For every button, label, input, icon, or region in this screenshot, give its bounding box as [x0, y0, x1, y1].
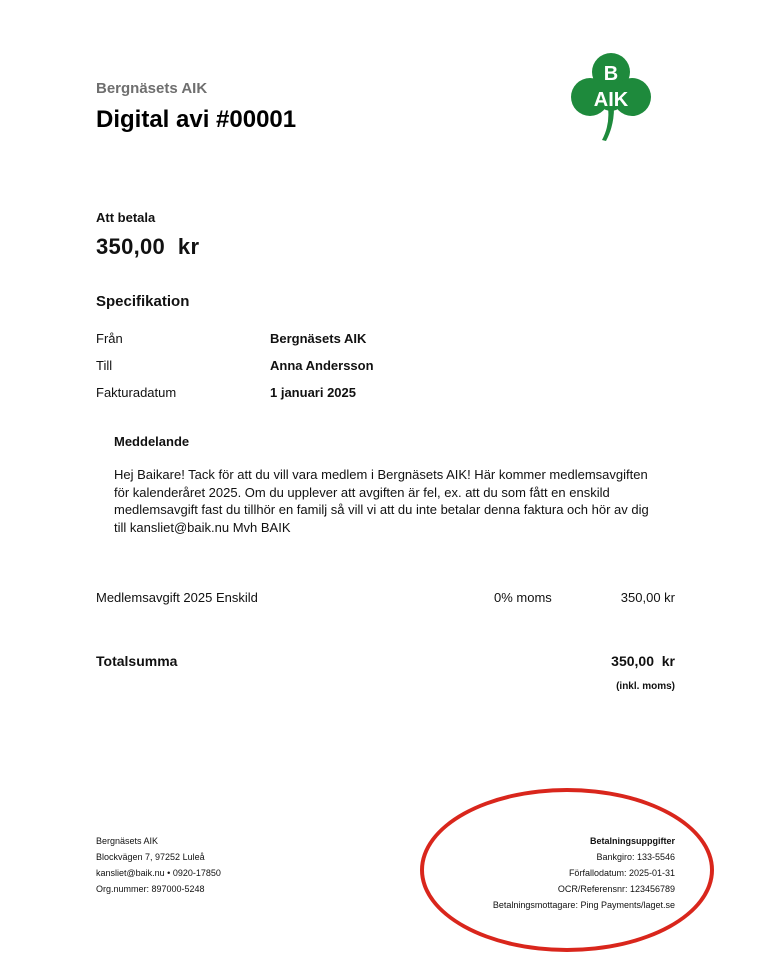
logo-text: AIK — [593, 89, 629, 111]
line-item-description: Medlemsavgift 2025 Enskild — [96, 590, 258, 605]
payment-details — [493, 833, 675, 913]
message-text: Hej Baikare! Tack för att du vill vara medlem i Bergnäsets AIK! Här kommer medlemsavgiften för kalenderåret 2025. Om du upplever att avgiften är fel, ex. att du som fått en enskild medlemsavgift fast du tillhör en familj så vill vi att du inte betalar denna faktura och hör av dig till kansliet@baik.nu Mvh BAIK — [114, 467, 649, 535]
total-vat-note: (inkl. moms) — [616, 681, 675, 692]
to-label: Till — [96, 358, 113, 373]
payment-recipient: Betalningsmottagare: Ping Payments/laget.se — [492, 900, 675, 910]
specification-heading: Specifikation — [96, 293, 190, 310]
sender-org-number: Org.nummer: 897000-5248 — [96, 884, 205, 894]
invoice-date-value: 1 januari 2025 — [270, 385, 356, 400]
line-item-amount: 350,00 kr — [620, 590, 675, 605]
to-value: Anna Andersson — [270, 358, 374, 373]
total-amount: 350,00 kr — [611, 653, 675, 669]
organization-name: Bergnäsets AIK — [96, 80, 208, 97]
amount-due-value: 350,00 kr — [96, 234, 200, 259]
bankgiro: Bankgiro: 133-5546 — [596, 852, 675, 862]
sender-address: Blockvägen 7, 97252 Luleå — [96, 852, 205, 862]
invoice-date-label: Fakturadatum — [96, 385, 177, 400]
ocr-reference: OCR/Referensnr: 123456789 — [557, 884, 675, 894]
payment-details-heading: Betalningsuppgifter — [590, 836, 675, 846]
from-label: Från — [96, 331, 123, 346]
from-value: Bergnäsets AIK — [270, 331, 367, 346]
sender-name: Bergnäsets AIK — [96, 836, 159, 846]
message-heading: Meddelande — [114, 434, 190, 449]
total-label: Totalsumma — [96, 653, 178, 669]
sender-contact: kansliet@baik.nu • 0920-17850 — [96, 868, 221, 878]
line-item-vat: 0% moms — [494, 590, 552, 605]
due-date: Förfallodatum: 2025-01-31 — [568, 868, 675, 878]
logo-letter: B — [603, 63, 619, 85]
amount-due-label: Att betala — [96, 210, 156, 225]
invoice-title: Digital avi #00001 — [96, 106, 297, 133]
sender-details — [96, 833, 221, 897]
club-logo — [566, 50, 656, 142]
